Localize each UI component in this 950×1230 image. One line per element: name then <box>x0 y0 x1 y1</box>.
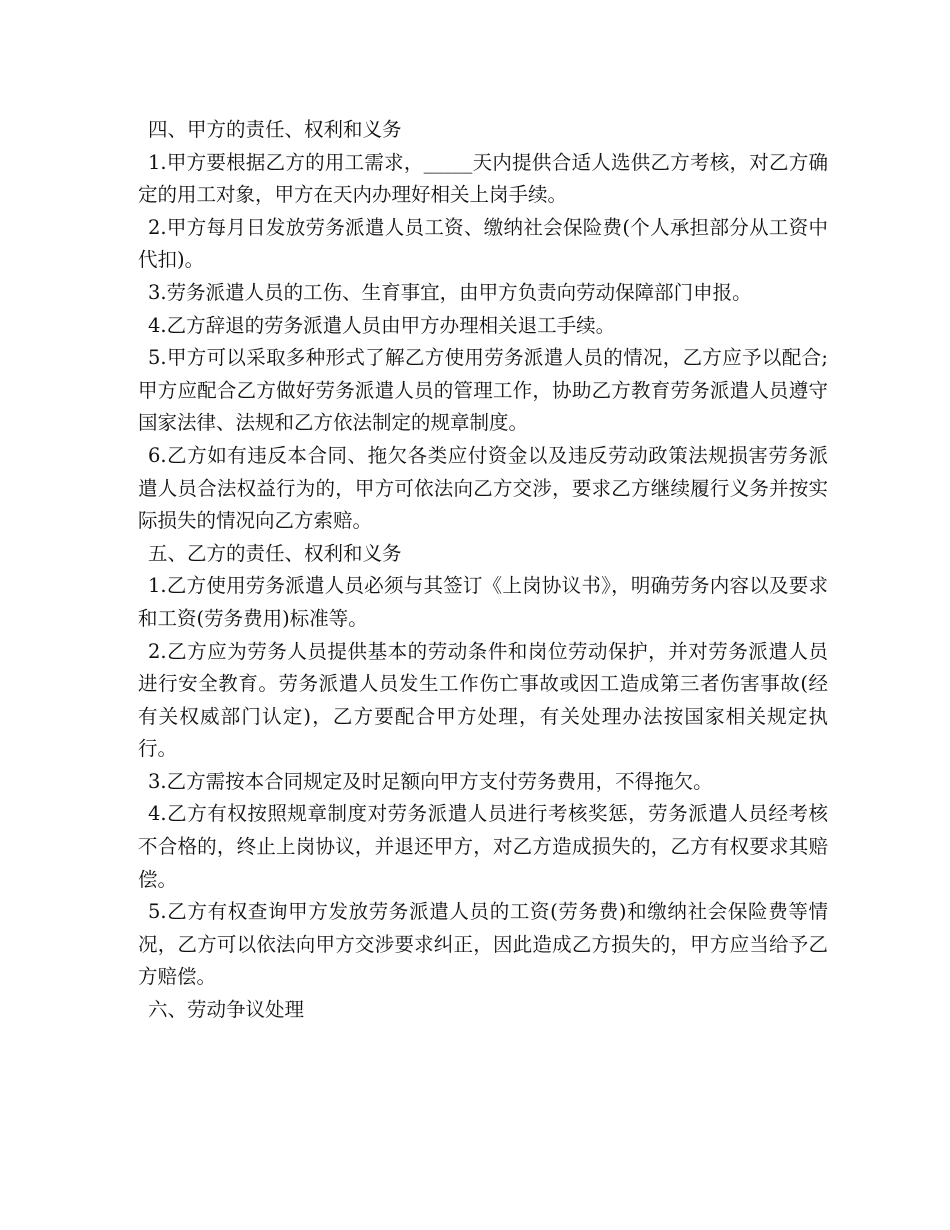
clause-4-3: 3.劳务派遣人员的工伤、生育事宜，由甲方负责向劳动保障部门申报。 <box>148 280 752 304</box>
clause-4-2: 2.甲方每月日发放劳务派遣人员工资、缴纳社会保险费(个人承担部分从工资中代扣)。 <box>138 215 828 272</box>
clause-4-6: 6.乙方如有违反本合同、拖欠各类应付资金以及违反劳动政策法规损害劳务派遣人员合法权益行为的，甲方可依法向乙方交涉，要求乙方继续履行义务并按实际损失的情况向乙方索赔。 <box>138 443 828 533</box>
clause-4-5: 5.甲方可以采取多种形式了解乙方使用劳务派遣人员的情况，乙方应予以配合;甲方应配合乙方做好劳务派遣人员的管理工作，协助乙方教育劳务派遣人员遵守国家法律、法规和乙方依法制定的规章制度。 <box>138 346 828 435</box>
clause-5-3: 3.乙方需按本合同规定及时足额向甲方支付劳务费用，不得拖欠。 <box>148 769 713 793</box>
clause-5-4: 4.乙方有权按照规章制度对劳务派遣人员进行考核奖惩，劳务派遣人员经考核不合格的，终止上岗协议，并退还甲方，对乙方造成损失的，乙方有权要求其赔偿。 <box>138 802 828 891</box>
clause-5-1: 1.乙方使用劳务派遣人员必须与其签订《上岗协议书》，明确劳务内容以及要求和工资(劳务费用)标准等。 <box>138 574 828 630</box>
section-heading-5: 五、乙方的责任、权利和义务 <box>148 541 402 565</box>
clause-4-4: 4.乙方辞退的劳务派遣人员由甲方办理相关退工手续。 <box>148 313 616 337</box>
clause-4-1: 1.甲方要根据乙方的用工需求，_____天内提供合适人选供乙方考核，对乙方确定的用工对象，甲方在天内办理好相关上岗手续。 <box>138 150 828 207</box>
section-heading-4: 四、甲方的责任、权利和义务 <box>148 118 402 141</box>
clause-5-2: 2.乙方应为劳务人员提供基本的劳动条件和岗位劳动保护，并对劳务派遣人员进行安全教育。劳务派遣人员发生工作伤亡事故或因工造成第三者伤害事故(经有关权威部门认定)，乙方要配合甲方处理，有关处理办法按国家相关规定执行。 <box>138 639 828 761</box>
document-page <box>138 114 828 1027</box>
section-heading-6: 六、劳动争议处理 <box>148 998 305 1022</box>
clause-5-5: 5.乙方有权查询甲方发放劳务派遣人员的工资(劳务费)和缴纳社会保险费等情况，乙方可以依法向甲方交涉要求纠正，因此造成乙方损失的，甲方应当给予乙方赔偿。 <box>138 900 828 989</box>
